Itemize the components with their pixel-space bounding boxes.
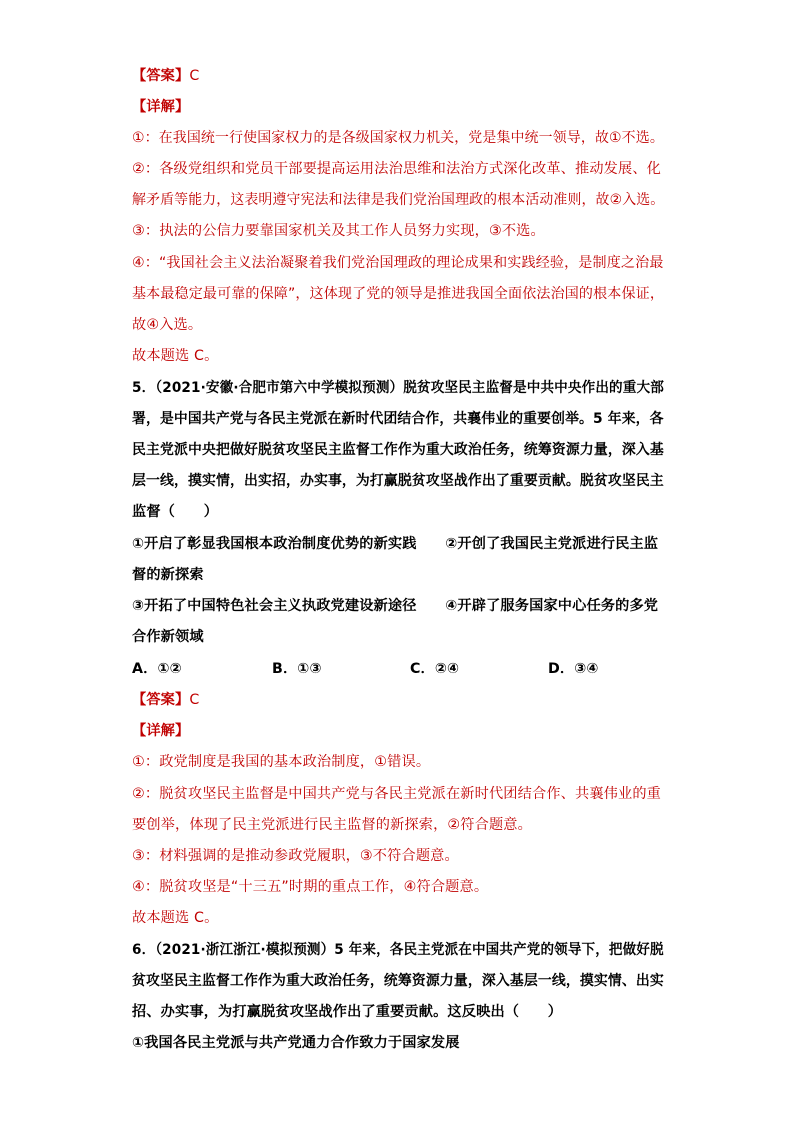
question-stem-line: 署，是中国共产党与各民主党派在新时代团结合作，共襄伟业的重要创举。5 年来，各 — [132, 411, 664, 427]
detail-line: ③：材料强调的是推动参政党履职，③不符合题意。 — [132, 848, 459, 864]
detail-line: 基本最稳定最可靠的保障”，这体现了党的领导是推进我国全面依法治国的根本保证， — [132, 286, 664, 302]
detail-tag: 【详解】 — [132, 723, 190, 739]
answer-tag: 【答案】 — [132, 692, 190, 708]
choice-d: D．③④ — [548, 661, 599, 677]
conclusion-line: 故本题选 C。 — [132, 910, 219, 926]
detail-line: ①：政党制度是我国的基本政治制度，①错误。 — [132, 754, 431, 770]
question-stem-line: 监督（ ） — [132, 504, 219, 520]
detail-line: ①：在我国统一行使国家权力的是各级国家权力机关，党是集中统一领导，故①不选。 — [132, 130, 664, 146]
answer-line — [132, 690, 199, 710]
detail-line: 要创举，体现了民主党派进行民主监督的新探索，②符合题意。 — [132, 817, 532, 833]
question-stem-line: 民主党派中央把做好脱贫攻坚民主监督工作作为重大政治任务，统筹资源力量，深入基 — [132, 442, 664, 458]
detail-line: ②：脱贫攻坚民主监督是中国共产党与各民主党派在新时代团结合作、共襄伟业的重 — [132, 786, 662, 802]
conclusion-line: 故本题选 C。 — [132, 348, 219, 364]
detail-line: 故④入选。 — [132, 317, 203, 333]
detail-line: 解矛盾等能力，这表明遵守宪法和法律是我们党治国理政的根本活动准则，故②入选。 — [132, 192, 665, 208]
detail-line: ③：执法的公信力要靠国家机关及其工作人员努力实现，③不选。 — [132, 223, 545, 239]
choice-a: A．①② — [132, 661, 182, 677]
option-line: ①开启了彰显我国根本政治制度优势的新实践 ②开创了我国民主党派进行民主监 — [132, 536, 659, 552]
option-line: ①我国各民主党派与共产党通力合作致力于国家发展 — [132, 1035, 460, 1051]
option-line: ③开拓了中国特色社会主义执政党建设新途径 ④开辟了服务国家中心任务的多党 — [132, 598, 659, 614]
option-line: 合作新领域 — [132, 629, 204, 645]
option-line: 督的新探索 — [132, 567, 204, 583]
choice-b: B．①③ — [272, 661, 322, 677]
detail-line: ④：“我国社会主义法治凝聚着我们党治国理政的理论成果和实践经验，是制度之治最 — [132, 255, 664, 271]
question-stem-line: 6．（2021·浙江浙江·模拟预测）5 年来，各民主党派在中国共产党的领导下，把做好脱 — [132, 942, 664, 958]
question-stem-line: 层一线，摸实情，出实招，办实事，为打赢脱贫攻坚战作出了重要贡献。脱贫攻坚民主 — [132, 473, 664, 489]
choice-c: C．②④ — [410, 661, 460, 677]
answer-tag: 【答案】 — [132, 68, 190, 84]
detail-line: ②：各级党组织和党员干部要提高运用法治思维和法治方式深化改革、推动发展、化 — [132, 161, 662, 177]
question-stem-line: 贫攻坚民主监督工作作为重大政治任务，统筹资源力量，深入基层一线，摸实情、出实 — [132, 973, 664, 989]
answer-value: C — [189, 692, 200, 708]
question-stem-line: 招、办实事，为打赢脱贫攻坚战作出了重要贡献。这反映出（ ） — [132, 1004, 563, 1020]
detail-tag: 【详解】 — [132, 99, 190, 115]
detail-line: ④：脱贫攻坚是“十三五”时期的重点工作，④符合题意。 — [132, 879, 489, 895]
question-stem-line: 5．（2021·安徽·合肥市第六中学模拟预测）脱贫攻坚民主监督是中共中央作出的重大部 — [132, 380, 664, 396]
answer-line — [132, 66, 199, 86]
answer-value: C — [189, 68, 200, 84]
